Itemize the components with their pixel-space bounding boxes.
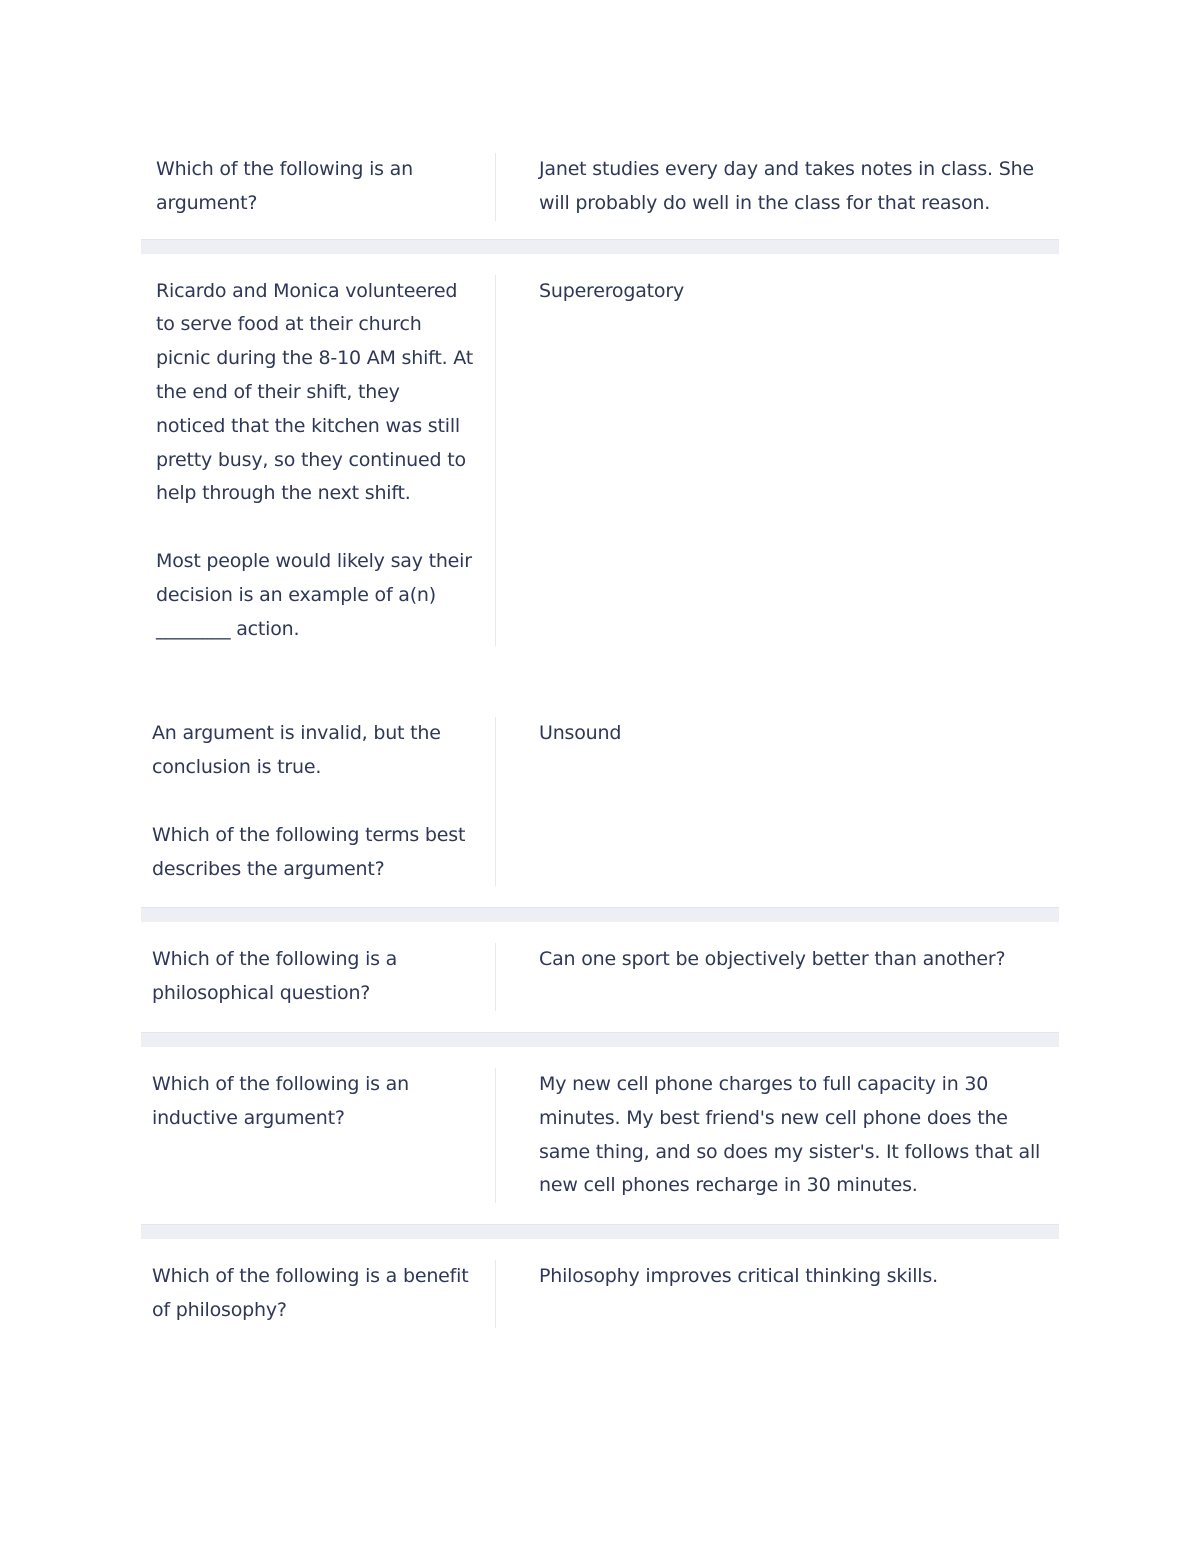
flashcard[interactable]	[141, 153, 1059, 221]
card-term: Which of the following is an argument?	[141, 153, 496, 221]
card-definition: Supererogatory	[539, 279, 684, 302]
flashcard[interactable]	[141, 943, 1059, 1011]
card-term: Which of the following is a philosophical question?	[141, 943, 496, 1011]
card-term: Which of the following is a benefit of philosophy?	[141, 1260, 496, 1328]
card-divider	[141, 1224, 1059, 1239]
card-term: Ricardo and Monica volunteered to serve food at their church picnic during the 8-10 AM shift. At the end of their shift, they noticed that the kitchen was still pretty busy, so they continued to help through the next shift. Most people would likely say their decision is an example of a(n) ________ action.	[141, 275, 496, 647]
card-definition: Philosophy improves critical thinking skills.	[539, 1265, 938, 1288]
card-term: An argument is invalid, but the conclusion is true. Which of the following terms best describes the argument?	[141, 717, 496, 886]
card-definition: Unsound	[539, 722, 622, 745]
card-definition: Janet studies every day and takes notes in class. She will probably do well in the class for that reason.	[539, 158, 1034, 214]
card-definition: Can one sport be objectively better than another?	[539, 948, 1006, 971]
card-divider	[141, 239, 1059, 254]
flashcard[interactable]	[141, 717, 1059, 886]
flashcard-list	[141, 150, 1059, 1328]
card-definition: My new cell phone charges to full capacity in 30 minutes. My best friend's new cell phone does the same thing, and so does my sister's. It follows that all new cell phones recharge in 30 minutes.	[539, 1072, 1041, 1197]
flashcard[interactable]	[141, 1068, 1059, 1203]
flashcard[interactable]	[141, 1260, 1059, 1328]
card-divider	[141, 1032, 1059, 1047]
card-divider	[141, 907, 1059, 922]
card-term: Which of the following is an inductive argument?	[141, 1068, 496, 1203]
flashcard[interactable]	[141, 275, 1059, 647]
